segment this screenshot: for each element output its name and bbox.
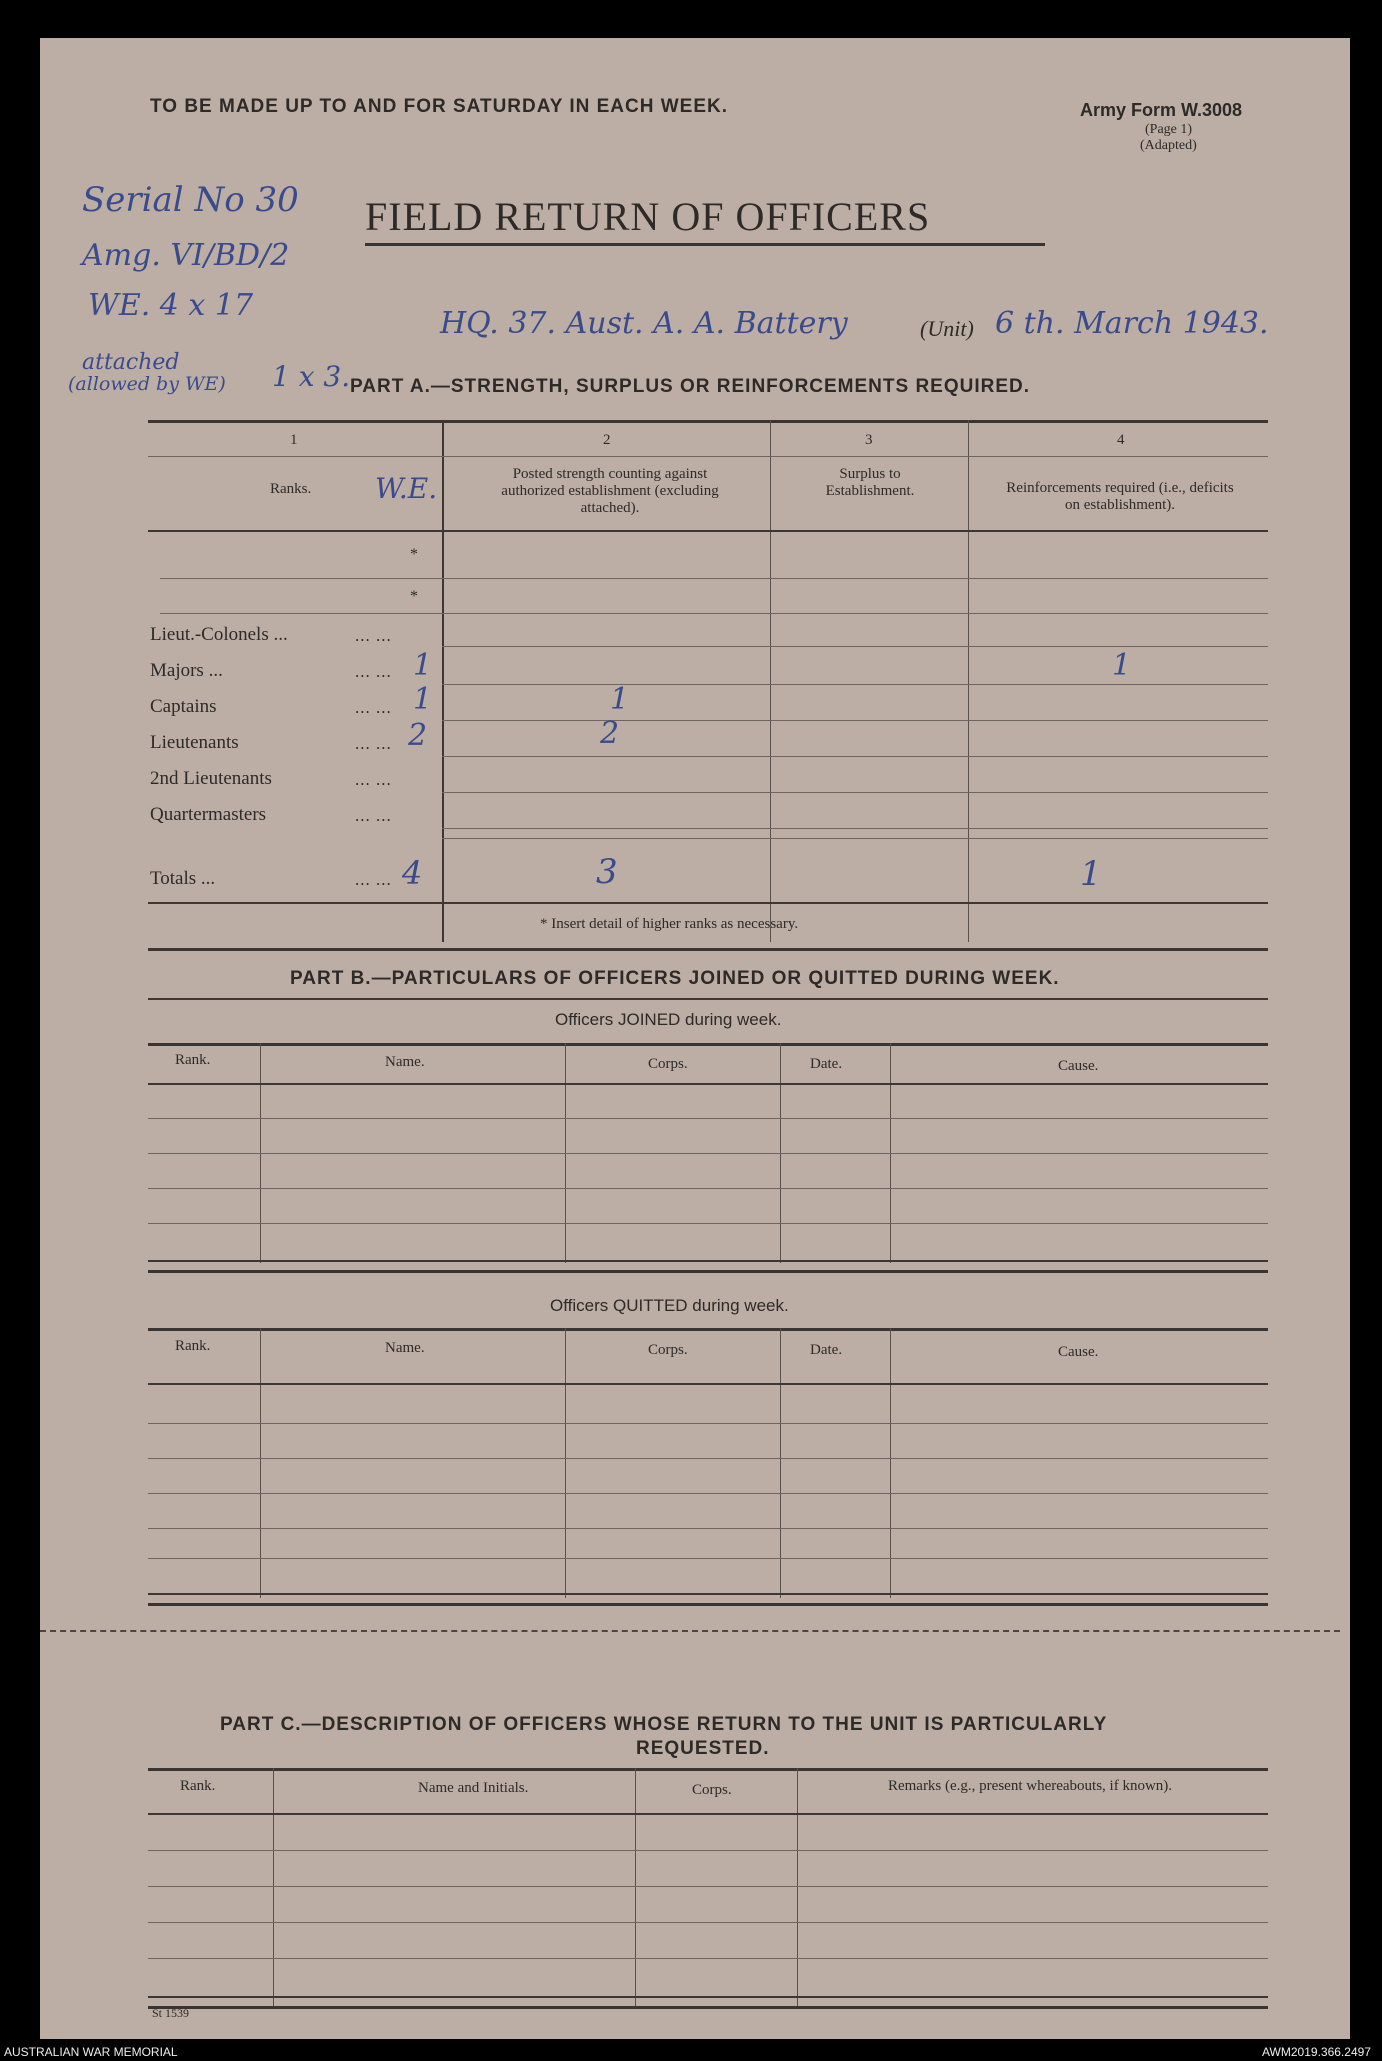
quitted-row-rule	[148, 1458, 1268, 1459]
quitted-title: Officers QUITTED during week.	[550, 1296, 789, 1315]
joined-col-corps: Corps.	[648, 1056, 688, 1072]
leader-dots: ... ...	[355, 770, 392, 789]
row-rule	[442, 828, 1268, 829]
rank-captains: Captains	[150, 696, 217, 717]
ranks-header: Ranks.	[270, 481, 312, 497]
totals-label: Totals ...	[150, 868, 216, 889]
col-num-2: 2	[603, 432, 611, 448]
joined-row-rule	[148, 1153, 1268, 1154]
col-divider-1	[442, 420, 444, 942]
joined-row-rule	[148, 1118, 1268, 1119]
amg-note: Amg. VI/BD/2	[82, 238, 290, 273]
col4-header: Reinforcements required (i.e., deficits on establishment).	[1006, 480, 1234, 513]
part-c-title-line2: REQUESTED.	[636, 1738, 770, 1759]
joined-col-rank: Rank.	[175, 1052, 211, 1068]
row-rule	[442, 646, 1268, 647]
quitted-col-cause: Cause.	[1058, 1344, 1099, 1360]
quitted-bottom-rule	[148, 1593, 1268, 1595]
footnote: * Insert detail of higher ranks as necessary.	[540, 916, 799, 932]
title-underline	[365, 243, 1045, 246]
row-rule	[442, 838, 1268, 839]
quitted-row-rule	[148, 1528, 1268, 1529]
part-c-col-divider	[273, 1768, 274, 2008]
form-sheet	[40, 38, 1350, 2039]
attached-note: attached	[82, 350, 180, 375]
row-rule	[442, 684, 1268, 685]
part-c-row-rule	[148, 1922, 1268, 1923]
we-note: WE. 4 x 17	[88, 288, 254, 323]
unit-label: (Unit)	[920, 316, 974, 341]
page-title: FIELD RETURN OF OFFICERS	[365, 194, 931, 239]
row-rule	[160, 613, 1268, 614]
serial-note: Serial No 30	[82, 180, 299, 220]
part-b-rule	[148, 998, 1268, 1000]
joined-bottom-rule	[148, 1270, 1268, 1273]
quitted-row-rule	[148, 1558, 1268, 1559]
part-c-col-rank: Rank.	[180, 1778, 216, 1794]
part-c-header-rule	[148, 1813, 1268, 1815]
lieutenants-posted: 2	[600, 716, 620, 751]
totals-posted: 3	[596, 852, 618, 892]
col-num-3: 3	[865, 432, 873, 448]
num-row-rule	[148, 456, 1268, 457]
col-divider-3	[968, 420, 969, 942]
archive-id: AWM2019.366.2497	[1262, 2045, 1371, 2059]
lieutenants-we: 2	[408, 718, 428, 753]
joined-bottom-rule	[148, 1260, 1268, 1262]
quitted-row-rule	[148, 1493, 1268, 1494]
star-row-2: *	[410, 588, 418, 605]
allowed-note: (allowed by WE)	[68, 373, 226, 395]
rank-2nd-lieutenants: 2nd Lieutenants	[150, 768, 272, 789]
rank-quartermasters: Quartermasters	[150, 804, 267, 825]
rank-majors: Majors ...	[150, 660, 223, 681]
part-c-col-divider	[797, 1768, 798, 2008]
joined-header-rule	[148, 1083, 1268, 1085]
row-rule	[442, 720, 1268, 721]
unit-name: HQ. 37. Aust. A. A. Battery	[440, 306, 848, 341]
joined-row-rule	[148, 1188, 1268, 1189]
part-c-col-name: Name and Initials.	[418, 1780, 529, 1796]
joined-row-rule	[148, 1223, 1268, 1224]
quitted-top-rule	[148, 1328, 1268, 1331]
rank-lieut-colonels: Lieut.-Colonels ...	[150, 624, 288, 645]
majors-we: 1	[413, 648, 433, 683]
part-c-title-line1: PART C.—DESCRIPTION OF OFFICERS WHOSE RETURN TO THE UNIT IS PARTICULARLY	[220, 1714, 1108, 1735]
adapted-label: (Adapted)	[1140, 138, 1197, 153]
row-rule	[160, 578, 1268, 579]
col3-header: Surplus to Establishment.	[825, 466, 915, 499]
archive-caption: AUSTRALIAN WAR MEMORIAL	[4, 2045, 178, 2059]
joined-col-cause: Cause.	[1058, 1058, 1099, 1074]
part-c-bottom-rule	[148, 1996, 1268, 1998]
part-a-top-rule	[148, 420, 1268, 423]
row-rule	[442, 792, 1268, 793]
part-c-row-rule	[148, 1886, 1268, 1887]
totals-we: 4	[402, 854, 423, 892]
perforation-line	[40, 1630, 1340, 1632]
col2-header: Posted strength counting against authorized establishment (excluding attached).	[501, 466, 719, 516]
stock-number: St 1539	[152, 2006, 190, 2020]
joined-col-date: Date.	[810, 1056, 843, 1072]
col-num-1: 1	[290, 432, 298, 448]
instruction-text: TO BE MADE UP TO AND FOR SATURDAY IN EACH WEEK.	[150, 96, 728, 117]
leader-dots: ... ...	[355, 662, 392, 681]
quitted-col-corps: Corps.	[648, 1342, 688, 1358]
leader-dots: ... ...	[355, 734, 392, 753]
header-bottom-rule	[148, 530, 1268, 532]
rank-lieutenants: Lieutenants	[150, 732, 239, 753]
totals-bottom-rule	[148, 902, 1268, 904]
row-rule	[442, 756, 1268, 757]
leader-dots: ... ...	[355, 626, 392, 645]
quitted-row-rule	[148, 1423, 1268, 1424]
col-num-4: 4	[1117, 432, 1125, 448]
leader-dots: ... ...	[355, 806, 392, 825]
page-label: (Page 1)	[1145, 122, 1193, 137]
return-date: 6 th. March 1943.	[995, 306, 1269, 341]
leader-dots: ... ...	[355, 870, 392, 889]
part-b-title: PART B.—PARTICULARS OF OFFICERS JOINED OR QUITTED DURING WEEK.	[290, 968, 1060, 989]
part-c-col-corps: Corps.	[692, 1782, 732, 1798]
totals-reinf: 1	[1080, 854, 1102, 894]
we-header: W.E.	[375, 472, 438, 505]
part-c-bottom-rule	[148, 2006, 1268, 2009]
part-c-row-rule	[148, 1850, 1268, 1851]
part-a-end-rule	[148, 948, 1268, 951]
joined-col-name: Name.	[385, 1054, 425, 1070]
part-c-col-remarks: Remarks (e.g., present whereabouts, if known).	[887, 1778, 1173, 1794]
part-a-title: PART A.—STRENGTH, SURPLUS OR REINFORCEMENTS REQUIRED.	[350, 376, 1031, 397]
part-c-top-rule	[148, 1768, 1268, 1771]
quitted-header-rule	[148, 1383, 1268, 1385]
quitted-col-name: Name.	[385, 1340, 425, 1356]
part-c-row-rule	[148, 1958, 1268, 1959]
form-number: Army Form W.3008	[1080, 100, 1243, 120]
majors-reinf: 1	[1112, 648, 1132, 683]
quitted-col-rank: Rank.	[175, 1338, 211, 1354]
part-c-col-divider	[635, 1768, 636, 2008]
joined-top-rule	[148, 1043, 1268, 1046]
leader-dots: ... ...	[355, 698, 392, 717]
joined-title: Officers JOINED during week.	[555, 1010, 782, 1029]
quitted-col-date: Date.	[810, 1342, 843, 1358]
star-row-1: *	[410, 546, 418, 563]
captains-we: 1	[413, 682, 433, 717]
captains-posted: 1	[610, 682, 630, 717]
attached-count-note: 1 x 3.	[272, 360, 351, 393]
quitted-bottom-rule	[148, 1603, 1268, 1606]
col-divider-2	[770, 420, 771, 942]
